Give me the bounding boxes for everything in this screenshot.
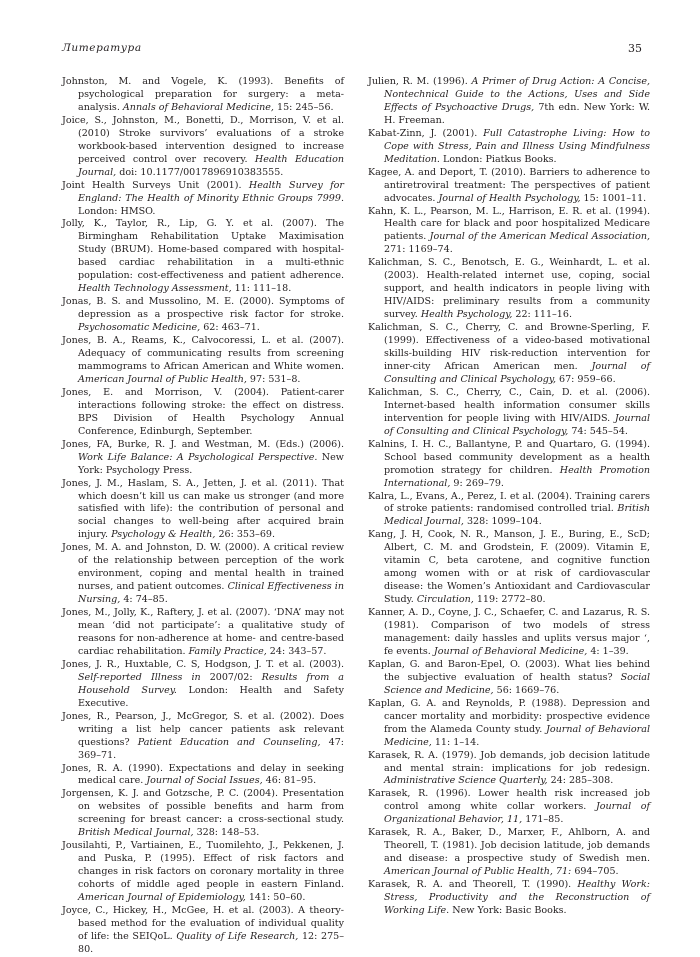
reference-italic-text: Journal of Behavioral Medicine, — [433, 645, 588, 657]
reference-text: Karasek, R. (1996). Lower health risk increased job control among white collar workers. — [368, 788, 650, 813]
reference-text: 4: 1–39. — [587, 645, 629, 657]
reference-entry — [62, 763, 344, 789]
reference-italic-text: Self-reported Illness in — [78, 671, 201, 683]
reference-text: Joyce, C., Hickey, H., McGee, H. et al. (2003). A theory-based method for the evaluation of individual quality of life: the SEIQoL. — [62, 905, 344, 942]
reference-italic-text: Work Life Balance: A Psychological Perspective. — [78, 451, 318, 463]
reference-text: Karasek, R. A., Baker, D., Marxer, F., Ahlborn, A. and Theorell, T. (1981). Job decision latitude, job demands and disease: a prospective study of Swedish men. — [368, 827, 650, 865]
reference-text: 97: 531–8. — [246, 373, 301, 385]
reference-italic-text: Patient Education and Counseling, — [137, 736, 321, 748]
reference-text: Kalichman, S. C., Cherry, C., Cain, D. et al. (2006). Internet-based health information consumer skills intervention for people living with HIV/AIDS. — [368, 386, 650, 424]
reference-text: 4: 74–85. — [120, 594, 168, 606]
reference-text: Joice, S., Johnston, M., Bonetti, D., Morrison, V. et al. (2010) Stroke survivors’ evaluations of a stroke workbook-based intervention designed to increase perceived control over recovery. — [62, 114, 344, 165]
reference-text: Jones, R., Pearson, J., McGregor, S. et al. (2002). Does writing a list help cancer patients ask relevant questions? — [62, 710, 344, 748]
reference-text: Karasek, R. A. (1979). Job demands, job decision latitude and mental strain: implications for job redesign. — [368, 749, 650, 774]
reference-text: Julien, R. M. (1996). — [368, 76, 472, 87]
reference-italic-text: Health Survey for England: The Health of Minority Ethnic Groups 7999. — [78, 179, 344, 204]
reference-text: 22: 111–16. — [512, 309, 572, 321]
reference-italic-text: British Medical Journal, — [384, 503, 650, 528]
reference-entry — [368, 439, 650, 491]
reference-text: 694–705. — [571, 866, 619, 878]
reference-text: Johnston, M. and Vogele, K. (1993). Benefits of psychological preparation for surgery: a meta-analysis. — [62, 76, 344, 113]
reference-text: Karasek, R. A. and Theorell, T. (1990). — [368, 879, 578, 891]
reference-text: Jolly, K., Taylor, R., Lip, G. Y. et al. (2007). The Birmingham Rehabilitation Uptake Maximisation Study (BRUM). Home-based compared with hospital-based cardiac rehabilitation in a multi-ethnic population: cost-effectiveness and patient adherence. — [62, 218, 344, 282]
reference-text: London: HMSO. — [78, 205, 156, 217]
reference-text: 171–85. — [522, 814, 564, 826]
reference-entry — [62, 788, 344, 840]
reference-text: Jones, E. and Morrison, V. (2004). Patient-carer interactions following stroke: the effect on distress. BPS Division of Health Psychology Annual Conference, Edinburgh, September. — [62, 386, 344, 437]
references-right-column — [368, 76, 650, 918]
reference-italic-text: Administrative Science Quarterly, — [384, 775, 548, 787]
reference-italic-text: Health Education Journal, — [78, 153, 345, 178]
reference-text: Kalichman, S. C., Cherry, C. and Browne-Sperling, F. (1999). Effectiveness of a video-based motivational skills-building HIV risk-reduction intervention for inner-city African American men. — [368, 322, 650, 372]
reference-entry — [368, 659, 650, 698]
reference-text: 56: 1669–76. — [493, 684, 560, 696]
reference-italic-text: Journal of Consulting and Clinical Psychology, — [384, 360, 650, 385]
reference-text: London: Health and Safety Executive. — [78, 684, 345, 709]
reference-italic-text: American Journal of Public Health, — [78, 373, 247, 385]
reference-italic-text: Health Technology Assessment, — [78, 283, 232, 295]
reference-italic-text: Annals of Behavioral Medicine, — [122, 101, 274, 113]
reference-text: 24: 285–308. — [547, 775, 614, 787]
references-left-column — [62, 76, 344, 957]
reference-italic-text: Journal of Behavioral Medicine, — [384, 723, 650, 748]
reference-text: 11: 111–18. — [231, 283, 292, 295]
reference-text: Kahn, K. L., Pearson, M. L., Harrison, E. R. et al. (1994). Health care for black and poor hospitalized Medicare patients. — [368, 205, 650, 243]
reference-entry — [368, 788, 650, 827]
reference-italic-text: Quality of Life Research, — [176, 930, 299, 942]
reference-text: Joint Health Surveys Unit (2001). — [62, 179, 249, 191]
reference-text: 271: 1169–74. — [384, 244, 453, 256]
reference-text: 47: 369–71. — [78, 736, 344, 761]
reference-text: Kang, J. H, Cook, N. R., Manson, J. E., Buring, E., ScD; Albert, C. M. and Grodstein, F. (2009). Vitamin E, vitamin C, beta carotene, and cognitive function among women with or at risk of cardiovascular disease: the Women’s Antioxidant and Cardiovascular Study. — [368, 529, 650, 606]
reference-italic-text: Family Practice, — [188, 645, 267, 657]
reference-text: 67: 959–66. — [556, 373, 616, 385]
reference-text: Kagee, A. and Deport, T. (2010). Barriers to adherence to antiretroviral treatment: The perspectives of patient advocates. — [368, 166, 650, 204]
reference-entry — [62, 478, 344, 543]
reference-entry — [368, 257, 650, 322]
reference-text: 26: 353–69. — [215, 529, 276, 541]
reference-entry — [368, 322, 650, 387]
reference-text: Kaplan, G. A. and Reynolds, P. (1988). Depression and cancer mortality and morbidity: prospective evidence from the Alameda County study. — [368, 697, 650, 735]
reference-text: Jones, FA, Burke, R. J. and Westman, M. (Eds.) (2006). — [62, 438, 344, 450]
reference-italic-text: Psychosomatic Medicine, — [78, 322, 201, 334]
reference-text: 74: 545–54. — [568, 425, 628, 437]
reference-text: 46: 81–95. — [262, 775, 317, 787]
reference-entry — [62, 296, 344, 335]
reference-text: Jones, R. A. (1990). Expectations and delay in seeking medical care. — [62, 762, 344, 787]
reference-entry — [62, 542, 344, 607]
reference-text: 15: 245–56. — [273, 101, 334, 113]
reference-text: Jousilahti, P., Vartiainen, E., Tuomilehto, J., Pekkenen, J. and Puska, P. (1995). Effect of risk factors and changes in risk factors on coronary mortality in three cohorts of middle aged people in eastern Finland. — [62, 840, 344, 891]
reference-entry — [62, 387, 344, 439]
reference-text: Jonas, B. S. and Mussolino, M. E. (2000). Symptoms of depression as a prospective risk factor for stroke. — [62, 296, 344, 321]
reference-italic-text: Psychology & Health, — [111, 529, 216, 541]
reference-italic-text: Clinical Effectiveness in Nursing, — [78, 581, 344, 606]
reference-entry — [62, 905, 344, 957]
reference-text: 119: 2772–80. — [473, 594, 546, 606]
reference-entry — [368, 491, 650, 530]
reference-text: 7th edn. New York: W. H. Freeman. — [384, 101, 650, 126]
reference-text: New York: Basic Books. — [449, 905, 567, 916]
reference-text: Kalichman, S. C., Benotsch, E. G., Weinhardt, L. et al. (2003). Health-related internet use, coping, social support, and health indicators in people living with HIV/AIDS: preliminary results from a community survey. — [368, 257, 650, 321]
reference-entry — [368, 387, 650, 439]
reference-italic-text: Journal of Social Issues, — [146, 775, 263, 787]
running-head: Литература — [62, 42, 142, 54]
reference-italic-text: Health Promotion International, — [384, 464, 650, 489]
reference-entry — [368, 76, 650, 128]
reference-text: 2007/02: — [200, 671, 262, 683]
reference-entry — [368, 529, 650, 607]
reference-entry — [62, 76, 344, 115]
reference-entry — [62, 840, 344, 905]
reference-text: Jones, B. A., Reams, K., Calvocoressi, L. et al. (2007). Adequacy of communicating results from screening mammograms to African American and White women. — [62, 335, 344, 372]
reference-italic-text: A Primer of Drug Action: A Concise, Nontechnical Guide to the Actions, Uses and Side Effects of Psychoactive Drugs, — [384, 76, 650, 113]
reference-entry — [62, 439, 344, 478]
reference-text: London: Piatkus Books. — [439, 153, 557, 165]
reference-italic-text: Journal of Organizational Behavior, 11, — [384, 801, 650, 826]
reference-entry — [62, 711, 344, 763]
reference-italic-text: Journal of Health Psychology, — [438, 192, 581, 204]
reference-text: New York: Psychology Press. — [78, 451, 344, 476]
reference-text: Kabat-Zinn, J. (2001). — [368, 127, 484, 139]
reference-italic-text: Health Psychology, — [420, 309, 513, 321]
reference-text: Jones, M. A. and Johnston, D. W. (2000). A critical review of the relationship between perception of the work environment, coping and mental health in trained nurses, and patient outcomes. — [62, 542, 344, 593]
reference-text: 328: 148–53. — [193, 827, 260, 839]
reference-text: 15: 1001–11. — [580, 192, 647, 204]
reference-italic-text: American Journal of Epidemiology, — [78, 892, 246, 904]
reference-text: 62: 463–71. — [200, 322, 260, 334]
reference-text: Jones, J. M., Haslam, S. A., Jetten, J. et al. (2011). That which doesn’t kill us can make us stronger (and more satisfied with life): the contribution of personal and social changes to well-being after acquired brain injury. — [62, 477, 344, 541]
reference-italic-text: Journal of Consulting and Clinical Psychology, — [384, 412, 650, 437]
reference-text: 12: 275–80. — [78, 930, 344, 955]
reference-italic-text: American Journal of Public Health, 71: — [384, 866, 572, 878]
reference-entry — [62, 180, 344, 219]
reference-text: Kanner, A. D., Coyne, J. C., Schaefer, C. and Lazarus, R. S. (1981). Comparison of two models of stress management: daily hassles and uplits versus major ‘, fe events. — [368, 607, 650, 657]
reference-text: Jones, M., Jolly, K., Raftery, J. et al. (2007). ‘DNA’ may not mean ‘did not participate’: a qualitative study of reasons for non-adherence at home- and centre-based cardiac rehabilitation. — [62, 607, 344, 657]
reference-text: 141: 50–60. — [245, 892, 306, 904]
reference-italic-text: Results from a Household Survey. — [78, 671, 344, 696]
reference-italic-text: British Medical Journal, — [78, 827, 194, 839]
reference-entry — [368, 879, 650, 918]
reference-entry — [368, 206, 650, 258]
reference-italic-text: Journal of the American Medical Association, — [429, 231, 651, 243]
reference-entry — [368, 128, 650, 167]
reference-italic-text: Full Catastrophe Living: How to Cope with Stress, Pain and Illness Using Mindfulness Meditation. — [384, 127, 650, 165]
reference-italic-text: Circulation, — [416, 594, 474, 606]
reference-entry — [62, 335, 344, 387]
reference-italic-text: Social Science and Medicine, — [384, 671, 650, 696]
reference-entry — [62, 218, 344, 296]
reference-text: Kalra, L., Evans, A., Perez, I. et al. (2004). Training carers of stroke patients: randomised controlled trial. — [368, 490, 650, 515]
reference-text: Jorgensen, K. J. and Gotzsche, P. C. (2004). Presentation on websites of possible benefits and harm from screening for breast cancer: a cross-sectional study. — [62, 788, 344, 826]
reference-entry — [62, 607, 344, 659]
reference-entry — [368, 750, 650, 789]
reference-text: 9: 269–79. — [450, 477, 504, 489]
reference-text: 11: 1–14. — [431, 736, 480, 748]
reference-entry — [368, 827, 650, 879]
reference-text: doi: 10.1177/0017896910383555. — [116, 166, 284, 178]
reference-entry — [368, 698, 650, 750]
reference-text: Jones, J. R., Huxtable, C. S, Hodgson, J. T. et al. (2003). — [62, 658, 344, 670]
reference-entry — [62, 115, 344, 180]
page-number: 35 — [628, 42, 642, 55]
reference-text: Kalnins, I. H. C., Ballantyne, P. and Quartaro, G. (1994). School based community development as a health promotion strategy for children. — [368, 438, 650, 476]
reference-entry — [62, 659, 344, 711]
reference-entry — [368, 607, 650, 659]
reference-entry — [368, 167, 650, 206]
reference-text: 24: 343–57. — [266, 645, 327, 657]
reference-text: Kaplan, G. and Baron-Epel, O. (2003). What lies behind the subjective evaluation of health status? — [368, 658, 650, 683]
reference-text: 328: 1099–104. — [463, 516, 542, 528]
reference-italic-text: Healthy Work: Stress, Productivity and the Reconstruction of Working Life. — [384, 879, 650, 916]
